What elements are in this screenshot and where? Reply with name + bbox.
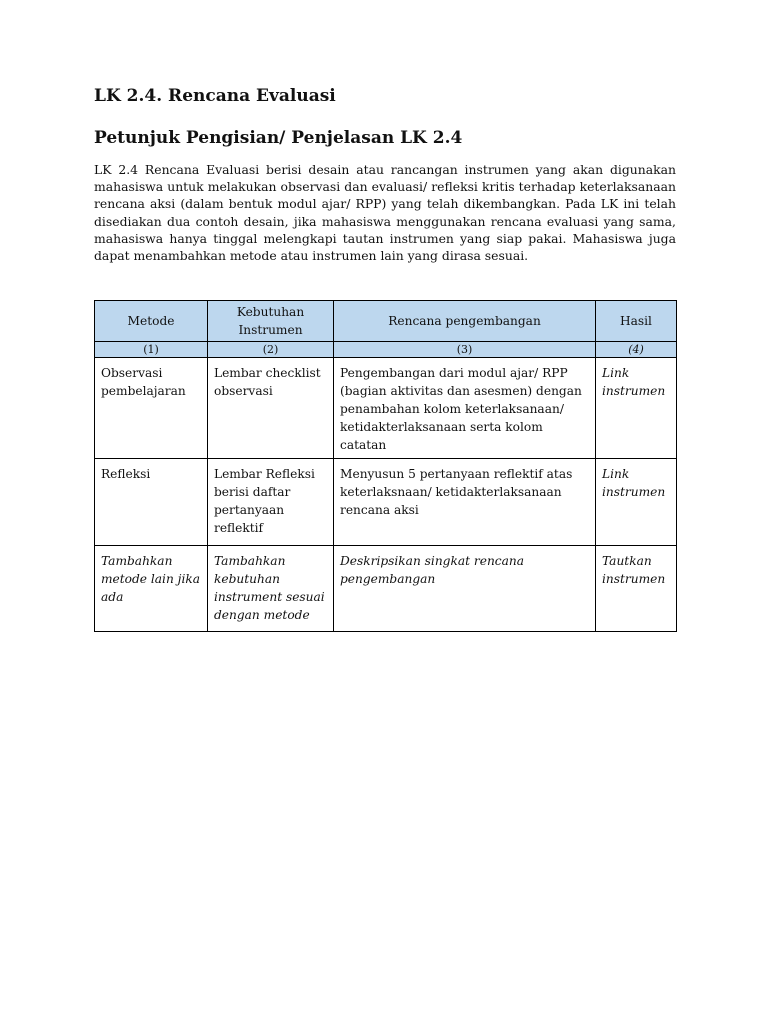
table-header-row: [95, 301, 677, 342]
column-number-1: (1): [95, 342, 208, 358]
column-number-2: (2): [208, 342, 334, 358]
table-column-number-row: [95, 342, 677, 358]
header-metode: Metode: [95, 301, 208, 342]
table-row: [95, 459, 677, 546]
column-number-4: (4): [596, 342, 677, 358]
table-row: [95, 358, 677, 459]
document-heading: LK 2.4. Rencana Evaluasi: [94, 86, 336, 106]
cell-rencana-pengembangan: Deskripsikan singkat rencana pengembangan: [334, 546, 596, 632]
cell-hasil-link[interactable]: Link instrumen: [596, 459, 677, 546]
table-row: [95, 546, 677, 632]
cell-metode: Observasi pembelajaran: [95, 358, 208, 459]
header-hasil: Hasil: [596, 301, 677, 342]
instructions-paragraph: LK 2.4 Rencana Evaluasi berisi desain atau rancangan instrumen yang akan digunakan mahasiswa untuk melakukan observasi dan evaluasi/ refleksi kritis terhadap keterlaksanaan rencana aksi (dalam bentuk modul ajar/ RPP) yang telah dikembangkan. Pada LK ini telah disediakan dua contoh desain, jika mahasiswa menggunakan rencana evaluasi yang sama, mahasiswa hanya tinggal melengkapi tautan instrumen yang siap pakai. Mahasiswa juga dapat menambahkan metode atau instrumen lain yang dirasa sesuai.: [94, 162, 676, 264]
instructions-heading: Petunjuk Pengisian/ Penjelasan LK 2.4: [94, 128, 463, 148]
cell-hasil-link[interactable]: Tautkan instrumen: [596, 546, 677, 632]
cell-metode: Tambahkan metode lain jika ada: [95, 546, 208, 632]
cell-kebutuhan-instrumen: Lembar checklist observasi: [208, 358, 334, 459]
cell-metode: Refleksi: [95, 459, 208, 546]
header-rencana-pengembangan: Rencana pengembangan: [334, 301, 596, 342]
cell-kebutuhan-instrumen: Tambahkan kebutuhan instrument sesuai dengan metode: [208, 546, 334, 632]
cell-rencana-pengembangan: Pengembangan dari modul ajar/ RPP (bagian aktivitas dan asesmen) dengan penambahan kolom keterlaksanaan/ ketidakterlaksanaan serta kolom catatan: [334, 358, 596, 459]
evaluation-plan-table: [94, 300, 677, 632]
cell-kebutuhan-instrumen: Lembar Refleksi berisi daftar pertanyaan reflektif: [208, 459, 334, 546]
cell-hasil-link[interactable]: Link instrumen: [596, 358, 677, 459]
cell-rencana-pengembangan: Menyusun 5 pertanyaan reflektif atas keterlaksnaan/ ketidakterlaksanaan rencana aksi: [334, 459, 596, 546]
header-kebutuhan-instrumen: Kebutuhan Instrumen: [208, 301, 334, 342]
column-number-3: (3): [334, 342, 596, 358]
